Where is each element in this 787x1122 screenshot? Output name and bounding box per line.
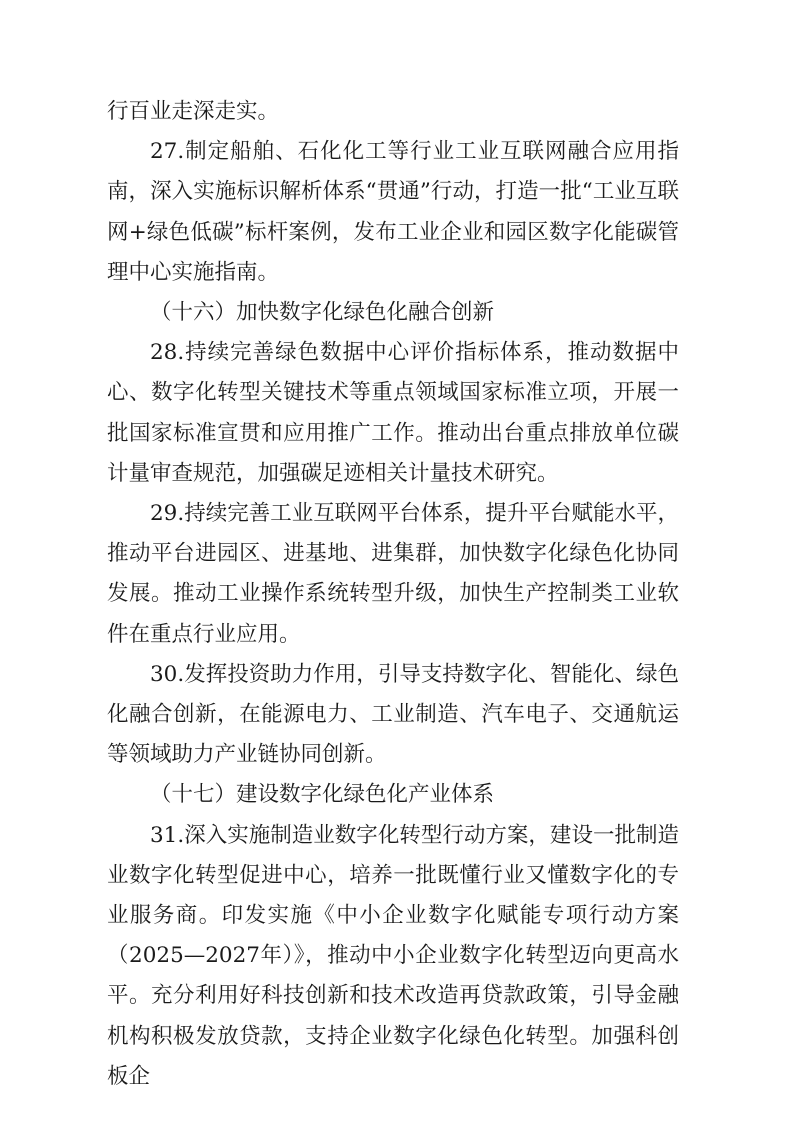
- document-body: [107, 92, 679, 1097]
- continued-paragraph: 行百业走深走实。: [107, 99, 280, 124]
- paragraph-30: 30.发挥投资助力作用，引导支持数字化、智能化、绿色化融合创新，在能源电力、工业制造、汽车电子、交通航运等领域助力产业链协同创新。: [107, 661, 679, 768]
- paragraph-27: 27.制定船舶、石化化工等行业工业互联网融合应用指南，深入实施标识解析体系“贯通”行动，打造一批“工业互联网+绿色低碳”标杆案例，发布工业企业和园区数字化能碳管理中心实施指南。: [107, 139, 679, 285]
- paragraph-28: 28.持续完善绿色数据中心评价指标体系，推动数据中心、数字化转型关键技术等重点领域国家标准立项，开展一批国家标准宣贯和应用推广工作。推动出台重点排放单位碳计量审查规范，加强碳足迹相关计量技术研究。: [107, 340, 679, 486]
- section-heading-16: （十六）加快数字化绿色化融合创新: [150, 300, 495, 326]
- paragraph-31: 31.深入实施制造业数字化转型行动方案，建设一批制造业数字化转型促进中心，培养一批既懂行业又懂数字化的专业服务商。印发实施《中小企业数字化赋能专项行动方案（2025—2027年）》，推动中小企业数字化转型迈向更高水平。充分利用好科技创新和技术改造再贷款政策，引导金融机构积极发放贷款，支持企业数字化绿色化转型。加强科创板企: [107, 822, 679, 1089]
- paragraph-29: 29.持续完善工业互联网平台体系，提升平台赋能水平，推动平台进园区、进基地、进集群，加快数字化绿色化协同发展。推动工业操作系统转型升级，加快生产控制类工业软件在重点行业应用。: [107, 501, 679, 647]
- section-heading-17: （十七）建设数字化绿色化产业体系: [150, 782, 495, 808]
